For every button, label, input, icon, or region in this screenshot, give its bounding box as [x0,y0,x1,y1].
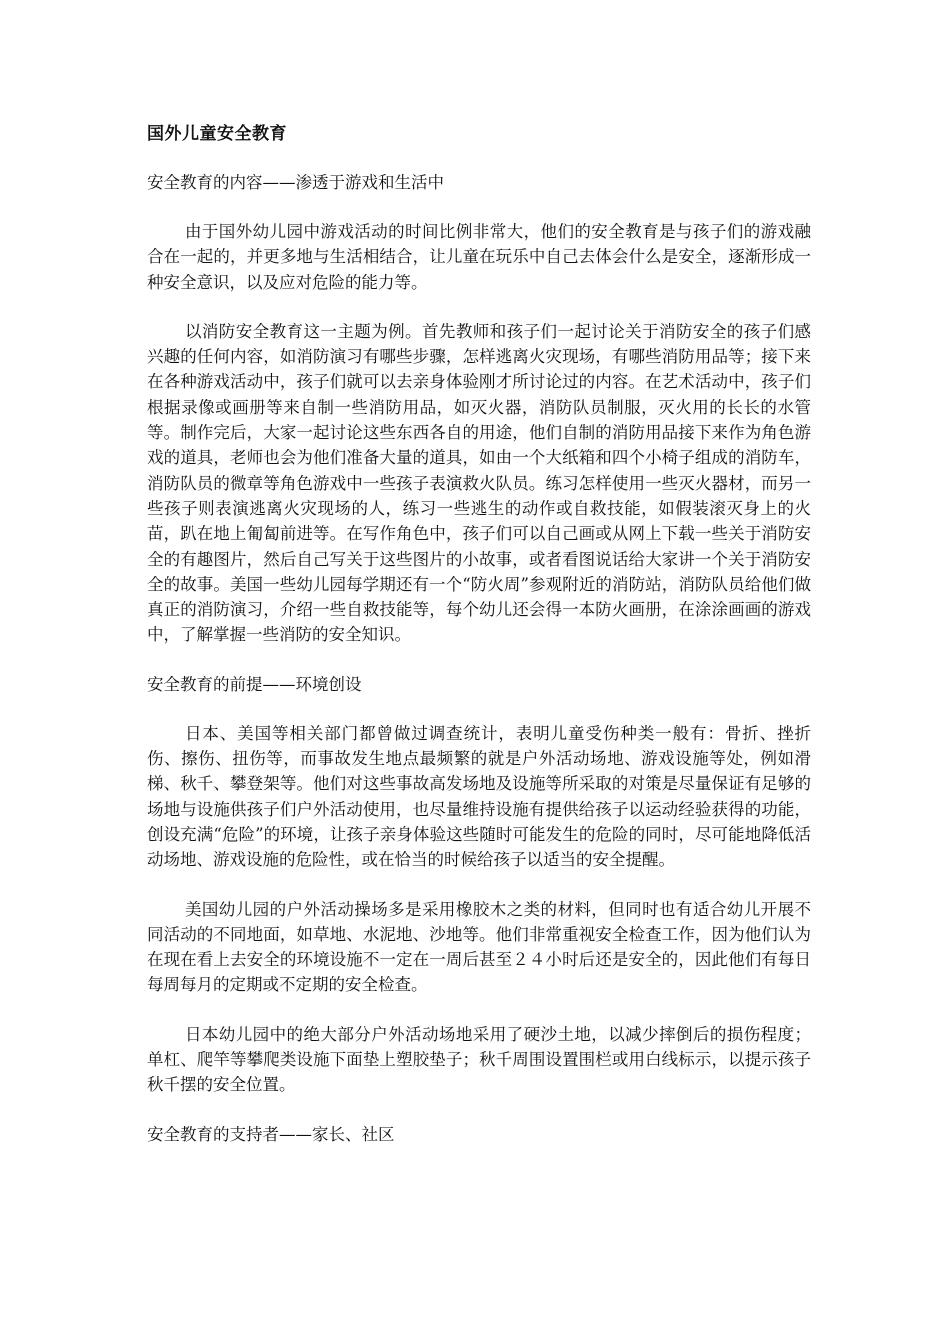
section-heading-content: 安全教育的内容——渗透于游戏和生活中 [147,173,444,192]
paragraph: 美国幼儿园的户外活动操场多是采用橡胶木之类的材料，但同时也有适合幼儿开展不同活动的不同地面，如草地、水泥地、沙地等。他们非常重视安全检查工作，因为他们认为在现在看上去安全的环境设施不一定在一周后甚至２４小时后还是安全的，因此他们有每日每周每月的定期或不定期的安全检查。 [147,899,811,995]
section-heading-supporters: 安全教育的支持者——家长、社区 [147,1124,395,1144]
paragraph: 以消防安全教育这一主题为例。首先教师和孩子们一起讨论关于消防安全的孩子们感兴趣的任何内容，如消防演习有哪些步骤，怎样逃离火灾现场，有哪些消防用品等；接下来在各种游戏活动中，孩子们就可以去亲身体验刚才所讨论过的内容。在艺术活动中，孩子们根据录像或画册等来自制一些消防用品，如灭火器，消防队员制服，灭火用的长长的水管等。制作完后，大家一起讨论这些东西各自的用途，他们自制的消防用品接下来作为角色游戏的道具，老师也会为他们准备大量的道具，如由一个大纸箱和四个小椅子组成的消防车，消防队员的微章等角色游戏中一些孩子表演救火队员。练习怎样使用一些灭火器材，而另一些孩子则表演逃离火灾现场的人，练习一些逃生的动作或自救技能，如假装滚灭身上的火苗，趴在地上匍匐前进等。在写作角色中，孩子们可以自己画或从网上下载一些关于消防安全的有趣图片，然后自己写关于这些图片的小故事，或者看图说话给大家讲一个关于消防安全的故事。美国一些幼儿园每学期还有一个“防火周”参观附近的消防站，消防队员给他们做真正的消防演习，介绍一些自救技能等，每个幼儿还会得一本防火画册，在涂涂画画的游戏中，了解掌握一些消防的安全知识。 [147,321,811,645]
paragraph: 日本、美国等相关部门都曾做过调查统计，表明儿童受伤种类一般有：骨折、挫折伤、擦伤、扭伤等，而事故发生地点最频繁的就是户外活动场地、游戏设施等处，例如滑梯、秋千、攀登架等。他们对这些事故高发场地及设施等所采取的对策是尽量保证有足够的场地与设施供孩子们户外活动使用，也尽量维持设施有提供给孩子以运动经验获得的功能，创设充满“危险”的环境，让孩子亲身体验这些随时可能发生的危险的同时，尽可能地降低活动场地、游戏设施的危险性，或在恰当的时候给孩子以适当的安全提醒。 [147,723,811,870]
document-page [147,122,811,1171]
paragraph: 日本幼儿园中的绝大部分户外活动场地采用了硬沙土地，以减少摔倒后的损伤程度；单杠、爬竿等攀爬类设施下面垫上塑胶垫子；秋千周围设置围栏或用白线标示，以提示孩子秋千摆的安全位置。 [147,1024,811,1095]
section-heading-environment: 安全教育的前提——环境创设 [147,674,362,694]
paragraph: 由于国外幼儿园中游戏活动的时间比例非常大，他们的安全教育是与孩子们的游戏融合在一起的，并更多地与生活相结合，让儿童在玩乐中自己去体会什么是安全，逐渐形成一种安全意识，以及应对危险的能力等。 [147,222,811,292]
document-title: 国外儿童安全教育 [147,124,287,144]
